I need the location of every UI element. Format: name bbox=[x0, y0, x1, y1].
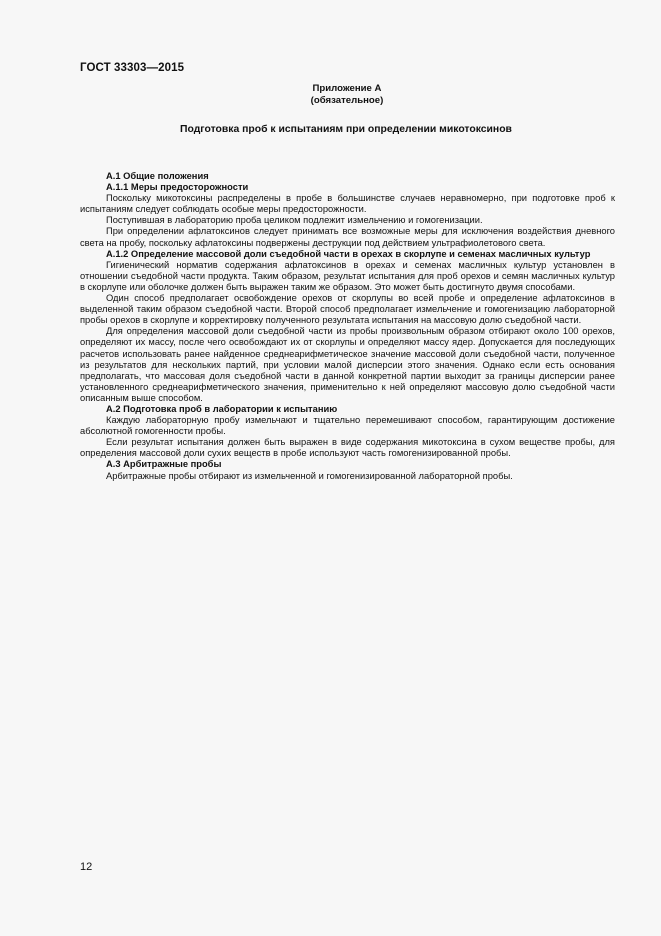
paragraph: Один способ предполагает освобождение орехов от скорлупы во всей пробе и определение афлатоксинов в выделенной таким образом съедобной части. Второй способ предполагает измельчение и гомогенизацию лабораторной пробы орехов в скорлупе и корректировку полученного результата испытания на массовую долю съедобной части. bbox=[80, 293, 615, 326]
paragraph: Гигиенический норматив содержания афлатоксинов в орехах и семенах масличных культур установлен в отношении съедобной части продукта. Таким образом, результат испытания для проб орехов и семян масличных культур в скорлупе или оболочке должен быть выражен таким же образом. Это может быть достигнуто двумя способами. bbox=[80, 259, 615, 292]
paragraph: Если результат испытания должен быть выражен в виде содержания микотоксина в сухом веществе пробы, для определения массовой доли сухих веществ в пробе используют часть гомогенизированной пробы. bbox=[80, 437, 615, 459]
paragraph: Арбитражные пробы отбирают из измельченной и гомогенизированной лабораторной пробы. bbox=[106, 470, 513, 481]
page-title-text: Подготовка проб к испытаниям при определении микотоксинов bbox=[180, 124, 512, 135]
section-heading-a1: А.1 Общие положения bbox=[106, 171, 209, 181]
page-number: 12 bbox=[80, 861, 93, 873]
paragraph: Каждую лабораторную пробу измельчают и тщательно перемешивают способом, гарантирующим достижение абсолютной гомогенности пробы. bbox=[80, 415, 615, 437]
section-heading-a1-1: А.1.1 Меры предосторожности bbox=[106, 182, 249, 193]
appendix-status: (обязательное) bbox=[310, 94, 384, 106]
appendix-label: Приложение А bbox=[312, 83, 382, 94]
page-title bbox=[0, 124, 661, 135]
section-heading-a1-2: А.1.2 Определение массовой доли съедобной части в орехах в скорлупе и семенах масличных культур bbox=[106, 248, 591, 259]
appendix-heading bbox=[0, 83, 661, 106]
paragraph: Для определения массовой доли съедобной части из пробы произвольным образом отбирают около 100 орехов, определяют их массу, после чего освобождают их от скорлупы и определяют массу ядер. Допускается для последующих расчетов использовать ранее найденное среднеарифметическое значение массовой доли съедобной части, полученное из результатов для нескольких партий, при условии малой дисперсии этого значения. Однако если есть основания предполагать, что массовая доля съедобной части в данной конкретной партии выходит за границы дисперсии ранее установленного среднеарифметического значения, применительно к ней определяют массовую долю съедобной части описанным выше способом. bbox=[80, 326, 615, 403]
paragraph: Поскольку микотоксины распределены в пробе в большинстве случаев неравномерно, при подготовке проб к испытаниям следует соблюдать особые меры предосторожности. bbox=[80, 193, 615, 215]
document-body bbox=[80, 171, 615, 482]
standard-code: ГОСТ 33303—2015 bbox=[80, 62, 185, 74]
paragraph: Поступившая в лабораторию проба целиком подлежит измельчению и гомогенизации. bbox=[106, 215, 483, 226]
section-heading-a2: А.2 Подготовка проб в лаборатории к испытанию bbox=[106, 403, 338, 414]
paragraph: При определении афлатоксинов следует принимать все возможные меры для исключения воздействия дневного света на пробу, поскольку афлатоксины подвержены деструкции под действием ультрафиолетового света. bbox=[80, 226, 615, 248]
section-heading-a3: А.3 Арбитражные пробы bbox=[106, 459, 222, 470]
